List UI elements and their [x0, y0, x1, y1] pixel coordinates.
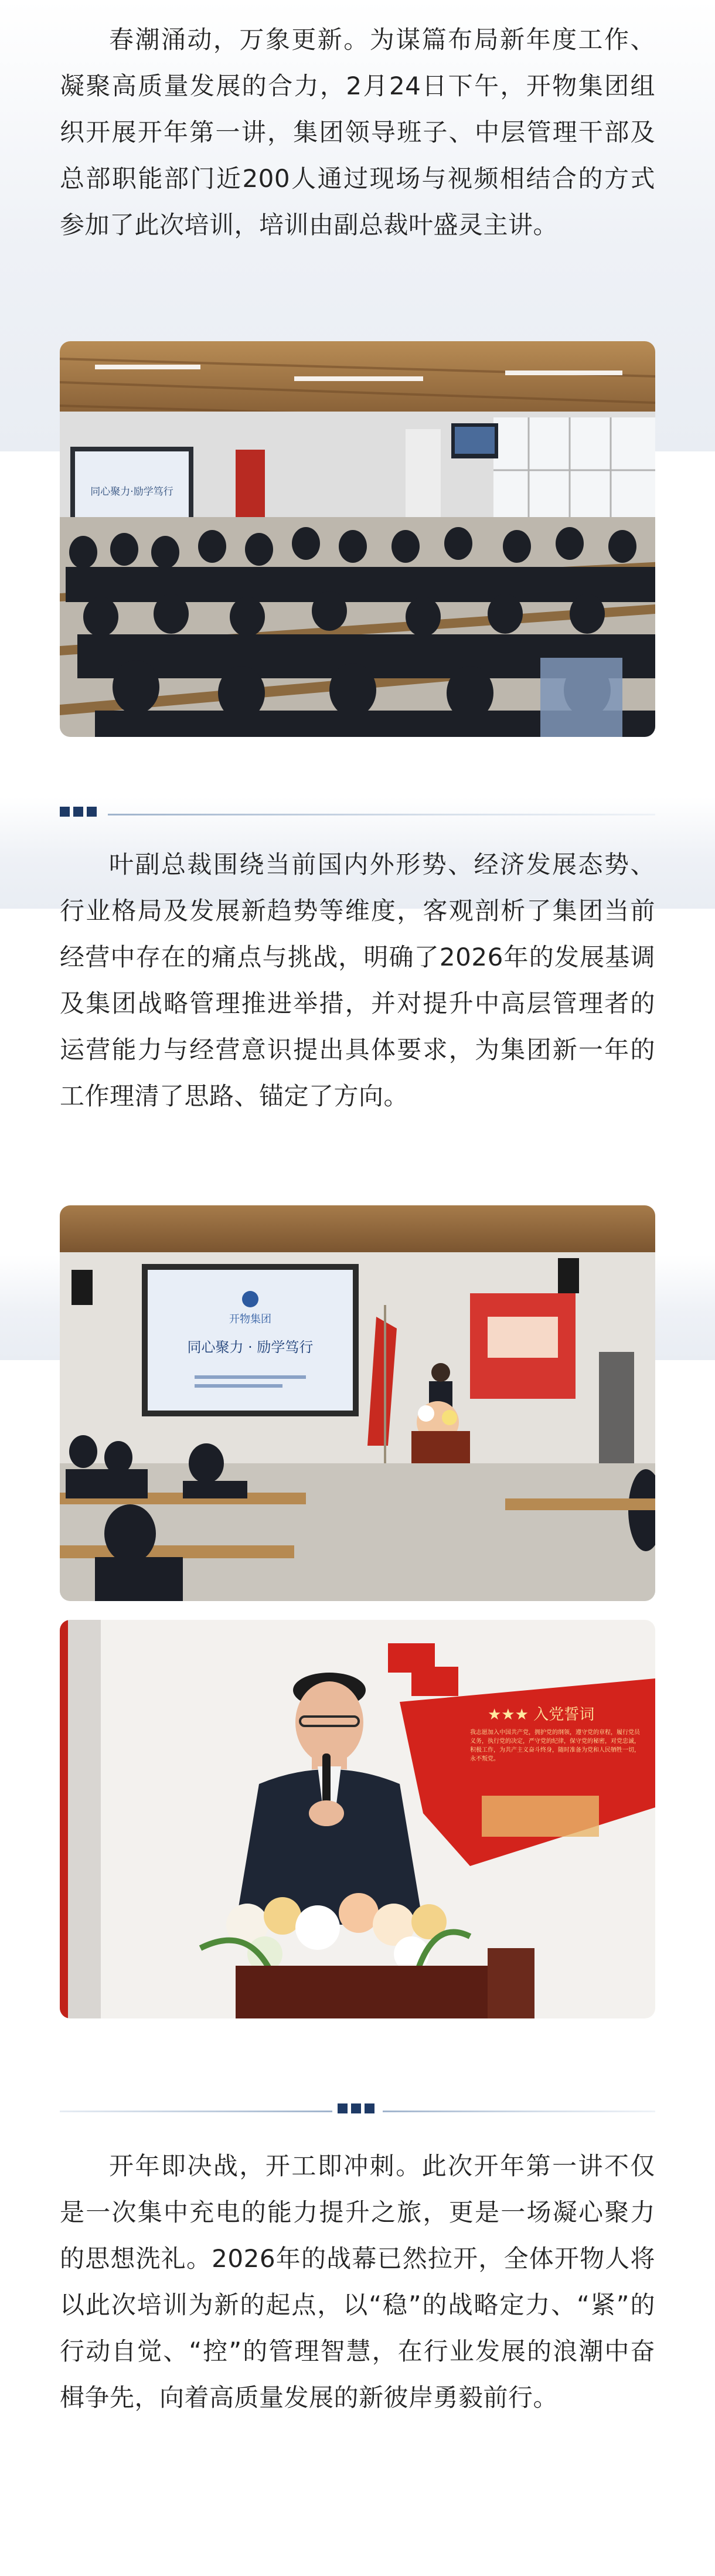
divider-squares-icon [60, 807, 97, 817]
training-audience-photo [60, 341, 655, 737]
body-paragraph: 叶副总裁围绕当前国内外形势、经济发展态势、行业格局及发展新趋势等维度，客观剖析了集团当前经营中存在的痛点与挑战，明确了2026年的发展基调及集团战略管理推进举措，并对提升中高层管理者的运营能力与经营意识提出具体要求，为集团新一年的工作理清了思路、锚定了方向。 [60, 850, 655, 1110]
audience-screen-text: 同心聚力·励学笃行 [90, 486, 173, 498]
section-divider-2 [60, 2100, 655, 2123]
speaker-banner-title: ★★★ 入党誓词 [488, 1706, 595, 1724]
lecture-hall-photo [60, 1205, 655, 1601]
speaker-photo [60, 1620, 655, 2018]
lecture-screen-logo: 开物集团 [229, 1313, 271, 1326]
speaker-banner-text: 我志愿加入中国共产党，拥护党的纲领，遵守党的章程，履行党员义务，执行党的决定，严守党的纪律，保守党的秘密，对党忠诚，积极工作，为共产主义奋斗终身，随时准备为党和人民牺牲一切，永不叛党。 [470, 1729, 640, 1762]
intro-paragraph: 春潮涌动，万象更新。为谋篇布局新年度工作、凝聚高质量发展的合力，2月24日下午，开物集团组织开展开年第一讲，集团领导班子、中层管理干部及总部职能部门近200人通过现场与视频相结合的方式参加了此次培训，培训由副总裁叶盛灵主讲。 [60, 25, 655, 239]
closing-paragraph: 开年即决战，开工即冲刺。此次开年第一讲不仅是一次集中充电的能力提升之旅，更是一场凝心聚力的思想洗礼。2026年的战幕已然拉开，全体开物人将以此次培训为新的起点，以“稳”的战略定力、“紧”的行动自觉、“控”的管理智慧，在行业发展的浪潮中奋楫争先，向着高质量发展的新彼岸勇毅前行。 [60, 2152, 655, 2412]
section-divider-1 [60, 803, 655, 827]
lecture-screen-text: 同心聚力 · 励学笃行 [187, 1339, 314, 1355]
divider-squares-icon [338, 2103, 374, 2113]
